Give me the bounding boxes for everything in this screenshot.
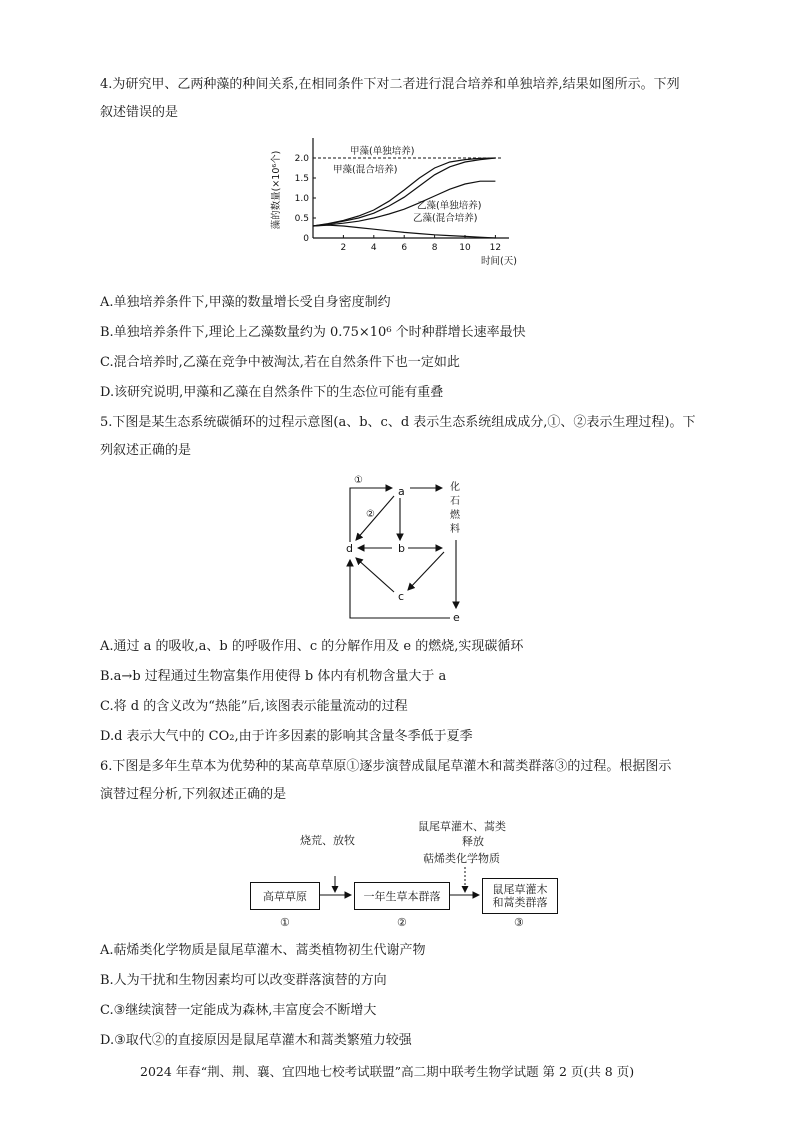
chemical-label: 萜烯类化学物质 — [423, 852, 500, 865]
node-c: c — [398, 590, 405, 603]
arrow-fossil-to-c — [408, 552, 444, 590]
page-footer: 2024 年春“荆、荆、襄、宜四地七校考试联盟”高二期中联考生物学试题 第 2 页(共 8 页) — [140, 1064, 635, 1079]
node-a: a — [398, 485, 405, 498]
box3-line2: 和蒿类群落 — [492, 896, 548, 909]
node-b: b — [398, 542, 405, 555]
fossil-fuel-char-2: 石 — [450, 496, 460, 507]
source-label-line2: 释放 — [462, 835, 484, 848]
q4-option-c: C.混合培养时,乙藻在竞争中被淘汰,若在自然条件下也一定如此 — [100, 355, 460, 370]
q5-option-b: B.a→b 过程通过生物富集作用使得 b 体内有机物含量大于 a — [100, 669, 447, 684]
q5-stem-line2: 列叙述正确的是 — [100, 443, 192, 458]
x-tick-label: 4 — [370, 243, 377, 253]
circled-2: ② — [397, 916, 407, 929]
q6-stem-line2: 演替过程分析,下列叙述正确的是 — [100, 787, 287, 802]
arrow-a-to-d — [356, 496, 394, 540]
source-label-line1: 鼠尾草灌木、蒿类 — [418, 820, 506, 833]
q4-stem-line1: 4.为研究甲、乙两种藻的种间关系,在相同条件下对二者进行混合培养和单独培养,结果如图所示。下列 — [100, 77, 680, 92]
q5-option-c: C.将 d 的含义改为“热能”后,该图表示能量流动的过程 — [100, 699, 408, 714]
y-axis-label: 藻的数量(×10⁶个) — [271, 150, 282, 230]
circled-3: ③ — [514, 916, 524, 929]
node-e: e — [453, 611, 460, 624]
process-label-1: ① — [354, 475, 363, 486]
q4-stem-line2: 叙述错误的是 — [100, 105, 179, 120]
q6-option-c: C.③继续演替一定能成为森林,丰富度会不断增大 — [100, 1003, 377, 1018]
q6-stem-line1: 6.下图是多年生草本为优势种的某高草草原①逐步演替成鼠尾草灌木和蒿类群落③的过程。根据图示 — [100, 759, 672, 774]
q4-option-b: B.单独培养条件下,理论上乙藻数量约为 0.75×10⁶ 个时种群增长速率最快 — [100, 325, 526, 340]
process-label-2: ② — [366, 509, 375, 520]
x-tick-label: 8 — [431, 243, 438, 253]
series-label-2: 甲藻(混合培养) — [333, 164, 398, 176]
y-tick-label: 1.0 — [294, 194, 309, 204]
y-tick-label: 0 — [303, 234, 309, 244]
box-tall-grassland: 高草草原 — [250, 882, 320, 910]
arrow-e-to-d — [350, 560, 450, 618]
box3-line1: 鼠尾草灌木 — [492, 883, 548, 896]
node-d: d — [346, 542, 353, 555]
q6-option-d: D.③取代②的直接原因是鼠尾草灌木和蒿类繁殖力较强 — [100, 1033, 412, 1048]
x-tick-label: 6 — [401, 243, 408, 253]
q5-option-a: A.通过 a 的吸收,a、b 的呼吸作用、c 的分解作用及 e 的燃烧,实现碳循环 — [100, 639, 524, 654]
x-tick-label: 12 — [489, 243, 502, 253]
series-label-4: 乙藻(混合培养) — [413, 213, 478, 225]
x-tick-label: 10 — [459, 243, 471, 253]
q5-option-d: D.d 表示大气中的 CO₂,由于许多因素的影响其含量冬季低于夏季 — [100, 729, 473, 744]
human-factor-label: 烧荒、放牧 — [300, 834, 355, 847]
fossil-fuel-char-3: 燃 — [450, 510, 460, 521]
q5-stem-line1: 5.下图是某生态系统碳循环的过程示意图(a、b、c、d 表示生态系统组成成分,①、②表示生理过程)。下 — [100, 415, 696, 430]
circled-1: ① — [280, 916, 290, 929]
x-tick-label: 2 — [340, 243, 347, 253]
box-annual-herb-community: 一年生草本群落 — [354, 882, 450, 910]
arrow-c-to-d — [356, 558, 394, 592]
q6-option-a: A.萜烯类化学物质是鼠尾草灌木、蒿类植物初生代谢产物 — [100, 943, 426, 958]
q4-line-chart — [265, 132, 525, 280]
q4-option-a: A.单独培养条件下,甲藻的数量增长受自身密度制约 — [100, 295, 391, 310]
x-axis-label: 时间(天) — [481, 256, 517, 267]
y-tick-label: 2.0 — [294, 154, 309, 164]
fossil-fuel-char-4: 料 — [450, 524, 460, 535]
y-tick-label: 1.5 — [294, 174, 309, 184]
q4-option-d: D.该研究说明,甲藻和乙藻在自然条件下的生态位可能有重叠 — [100, 385, 444, 400]
q6-option-b: B.人为干扰和生物因素均可以改变群落演替的方向 — [100, 973, 387, 988]
carbon-cycle-diagram — [330, 470, 480, 625]
series-label-3: 乙藻(单独培养) — [417, 200, 482, 212]
series-label-1: 甲藻(单独培养) — [350, 146, 415, 157]
fossil-fuel-char-1: 化 — [450, 482, 460, 493]
y-tick-label: 0.5 — [294, 214, 309, 224]
